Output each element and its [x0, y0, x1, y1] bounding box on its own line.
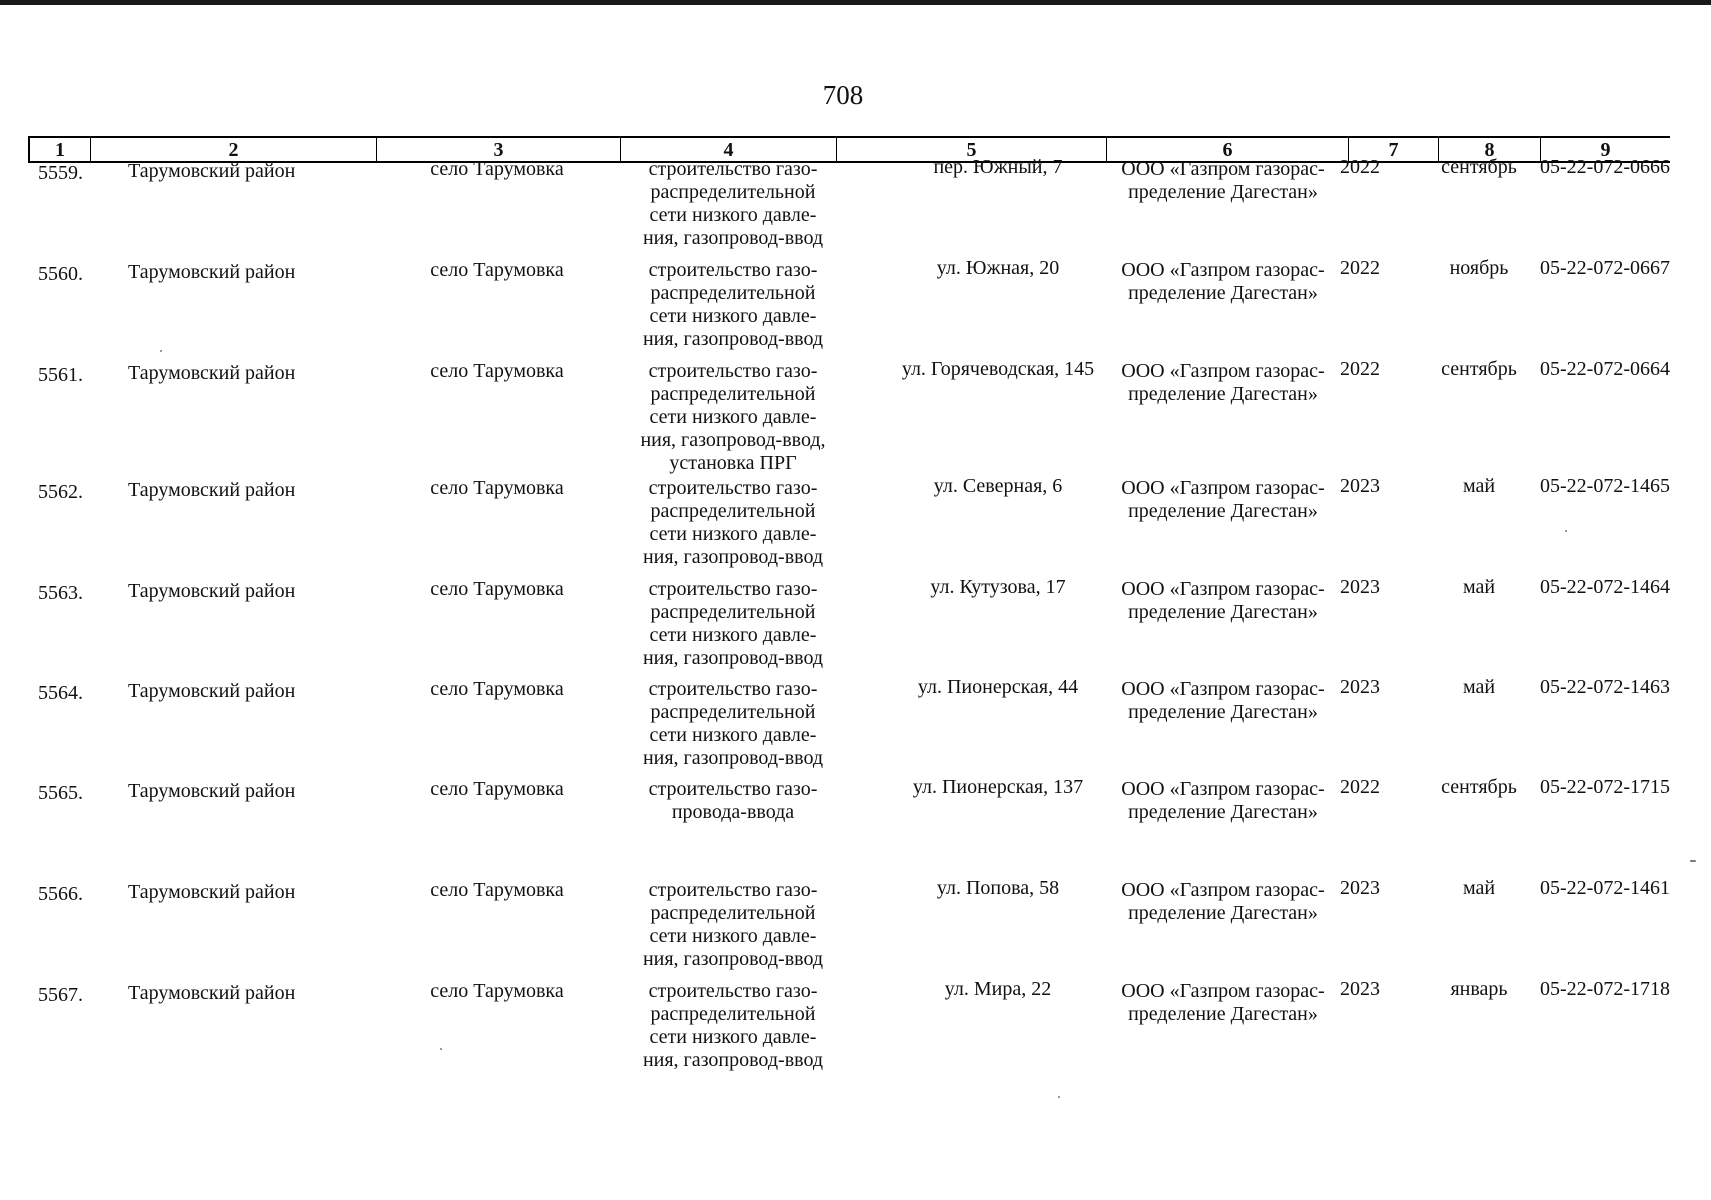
work-line: строительство газо-	[648, 778, 818, 800]
work-line: установка ПРГ	[669, 452, 797, 474]
work-line: распределительной	[650, 1003, 816, 1025]
row-number: 5564.	[38, 682, 83, 704]
work-line: строительство газо-	[648, 158, 818, 180]
code-cell: 05-22-072-1465	[1540, 475, 1670, 497]
code-cell: 05-22-072-0664	[1540, 358, 1670, 380]
address-cell: ул. Кутузова, 17	[930, 576, 1066, 598]
work-line: строительство газо-	[648, 360, 818, 382]
work-line: сети низкого давле-	[649, 204, 817, 226]
settlement-cell: село Тарумовка	[430, 158, 564, 180]
header-col-6: 6	[1106, 138, 1348, 161]
code-cell: 05-22-072-0666	[1540, 156, 1670, 178]
work-line: распределительной	[650, 383, 816, 405]
settlement-cell: село Тарумовка	[430, 879, 564, 901]
work-line: распределительной	[650, 181, 816, 203]
work-line: сети низкого давле-	[649, 724, 817, 746]
org-line: пределение Дагестан»	[1128, 181, 1318, 203]
address-cell: ул. Южная, 20	[936, 257, 1060, 279]
work-line: строительство газо-	[648, 477, 818, 499]
work-line: ния, газопровод-ввод	[642, 747, 824, 769]
header-col-1: 1	[28, 138, 90, 161]
scan-speck	[1058, 1096, 1060, 1098]
month-cell: май	[1462, 877, 1496, 899]
district-cell: Тарумовский район	[128, 680, 296, 702]
org-line: пределение Дагестан»	[1128, 500, 1318, 522]
work-line: сети низкого давле-	[649, 925, 817, 947]
header-col-3: 3	[376, 138, 620, 161]
code-cell: 05-22-072-1463	[1540, 676, 1670, 698]
settlement-cell: село Тарумовка	[430, 360, 564, 382]
scan-speck	[1565, 530, 1567, 532]
work-line: сети низкого давле-	[649, 624, 817, 646]
org-line: пределение Дагестан»	[1128, 701, 1318, 723]
header-col-2: 2	[90, 138, 376, 161]
month-cell: сентябрь	[1441, 776, 1517, 798]
code-cell: 05-22-072-1461	[1540, 877, 1670, 899]
row-number: 5559.	[38, 162, 83, 184]
org-line: пределение Дагестан»	[1128, 1003, 1318, 1025]
code-cell: 05-22-072-0667	[1540, 257, 1670, 279]
work-line: сети низкого давле-	[649, 1026, 817, 1048]
org-line: пределение Дагестан»	[1128, 902, 1318, 924]
month-cell: май	[1462, 576, 1496, 598]
work-line: ния, газопровод-ввод,	[640, 429, 826, 451]
year-cell: 2023	[1340, 475, 1380, 497]
month-cell: май	[1462, 676, 1496, 698]
district-cell: Тарумовский район	[128, 362, 296, 384]
scan-top-edge	[0, 0, 1711, 5]
org-line: ООО «Газпром газорас-	[1121, 477, 1325, 499]
year-cell: 2022	[1340, 156, 1380, 178]
settlement-cell: село Тарумовка	[430, 578, 564, 600]
work-line: ния, газопровод-ввод	[642, 1049, 824, 1071]
work-line: ния, газопровод-ввод	[642, 328, 824, 350]
header-col-9: 9	[1540, 138, 1670, 161]
district-cell: Тарумовский район	[128, 160, 296, 182]
org-line: пределение Дагестан»	[1128, 801, 1318, 823]
month-cell: сентябрь	[1441, 358, 1517, 380]
code-cell: 05-22-072-1464	[1540, 576, 1670, 598]
org-line: пределение Дагестан»	[1128, 282, 1318, 304]
page-number: 708	[822, 80, 864, 110]
org-line: ООО «Газпром газорас-	[1121, 980, 1325, 1002]
year-cell: 2023	[1340, 877, 1380, 899]
year-cell: 2022	[1340, 257, 1380, 279]
settlement-cell: село Тарумовка	[430, 477, 564, 499]
work-line: строительство газо-	[648, 879, 818, 901]
district-cell: Тарумовский район	[128, 881, 296, 903]
work-line: строительство газо-	[648, 578, 818, 600]
address-cell: ул. Попова, 58	[936, 877, 1060, 899]
address-cell: ул. Горячеводская, 145	[901, 358, 1095, 380]
district-cell: Тарумовский район	[128, 982, 296, 1004]
work-line: сети низкого давле-	[649, 523, 817, 545]
district-cell: Тарумовский район	[128, 261, 296, 283]
work-line: ния, газопровод-ввод	[642, 948, 824, 970]
row-number: 5566.	[38, 883, 83, 905]
code-cell: 05-22-072-1718	[1540, 978, 1670, 1000]
work-line: строительство газо-	[648, 678, 818, 700]
row-number: 5563.	[38, 582, 83, 604]
settlement-cell: село Тарумовка	[430, 678, 564, 700]
row-number: 5567.	[38, 984, 83, 1006]
org-line: пределение Дагестан»	[1128, 383, 1318, 405]
scan-speck	[440, 1048, 442, 1050]
address-cell: ул. Пионерская, 137	[912, 776, 1084, 798]
org-line: ООО «Газпром газорас-	[1121, 879, 1325, 901]
work-line: распределительной	[650, 701, 816, 723]
row-number: 5565.	[38, 782, 83, 804]
address-cell: ул. Северная, 6	[933, 475, 1063, 497]
org-line: пределение Дагестан»	[1128, 601, 1318, 623]
org-line: ООО «Газпром газорас-	[1121, 360, 1325, 382]
work-line: распределительной	[650, 282, 816, 304]
district-cell: Тарумовский район	[128, 580, 296, 602]
code-cell: 05-22-072-1715	[1540, 776, 1670, 798]
settlement-cell: село Тарумовка	[430, 980, 564, 1002]
work-line: распределительной	[650, 500, 816, 522]
address-cell: ул. Пионерская, 44	[917, 676, 1079, 698]
header-col-4: 4	[620, 138, 836, 161]
scan-speck	[1690, 860, 1696, 862]
work-line: распределительной	[650, 902, 816, 924]
row-number: 5562.	[38, 481, 83, 503]
year-cell: 2023	[1340, 978, 1380, 1000]
work-line: ния, газопровод-ввод	[642, 227, 824, 249]
settlement-cell: село Тарумовка	[430, 778, 564, 800]
settlement-cell: село Тарумовка	[430, 259, 564, 281]
address-cell: пер. Южный, 7	[933, 156, 1063, 178]
month-cell: январь	[1450, 978, 1508, 1000]
work-line: провода-ввода	[671, 801, 795, 823]
year-cell: 2023	[1340, 676, 1380, 698]
row-number: 5561.	[38, 364, 83, 386]
header-col-8: 8	[1438, 138, 1540, 161]
work-line: ния, газопровод-ввод	[642, 647, 824, 669]
scan-speck	[160, 350, 162, 352]
work-line: распределительной	[650, 601, 816, 623]
month-cell: май	[1462, 475, 1496, 497]
year-cell: 2023	[1340, 576, 1380, 598]
org-line: ООО «Газпром газорас-	[1121, 259, 1325, 281]
district-cell: Тарумовский район	[128, 780, 296, 802]
org-line: ООО «Газпром газорас-	[1121, 158, 1325, 180]
district-cell: Тарумовский район	[128, 479, 296, 501]
work-line: строительство газо-	[648, 980, 818, 1002]
month-cell: ноябрь	[1449, 257, 1509, 279]
row-number: 5560.	[38, 263, 83, 285]
header-col-5: 5	[836, 138, 1106, 161]
work-line: сети низкого давле-	[649, 406, 817, 428]
org-line: ООО «Газпром газорас-	[1121, 578, 1325, 600]
header-col-7: 7	[1348, 138, 1438, 161]
work-line: сети низкого давле-	[649, 305, 817, 327]
org-line: ООО «Газпром газорас-	[1121, 678, 1325, 700]
year-cell: 2022	[1340, 776, 1380, 798]
address-cell: ул. Мира, 22	[944, 978, 1052, 1000]
year-cell: 2022	[1340, 358, 1380, 380]
work-line: ния, газопровод-ввод	[642, 546, 824, 568]
month-cell: сентябрь	[1441, 156, 1517, 178]
work-line: строительство газо-	[648, 259, 818, 281]
org-line: ООО «Газпром газорас-	[1121, 778, 1325, 800]
